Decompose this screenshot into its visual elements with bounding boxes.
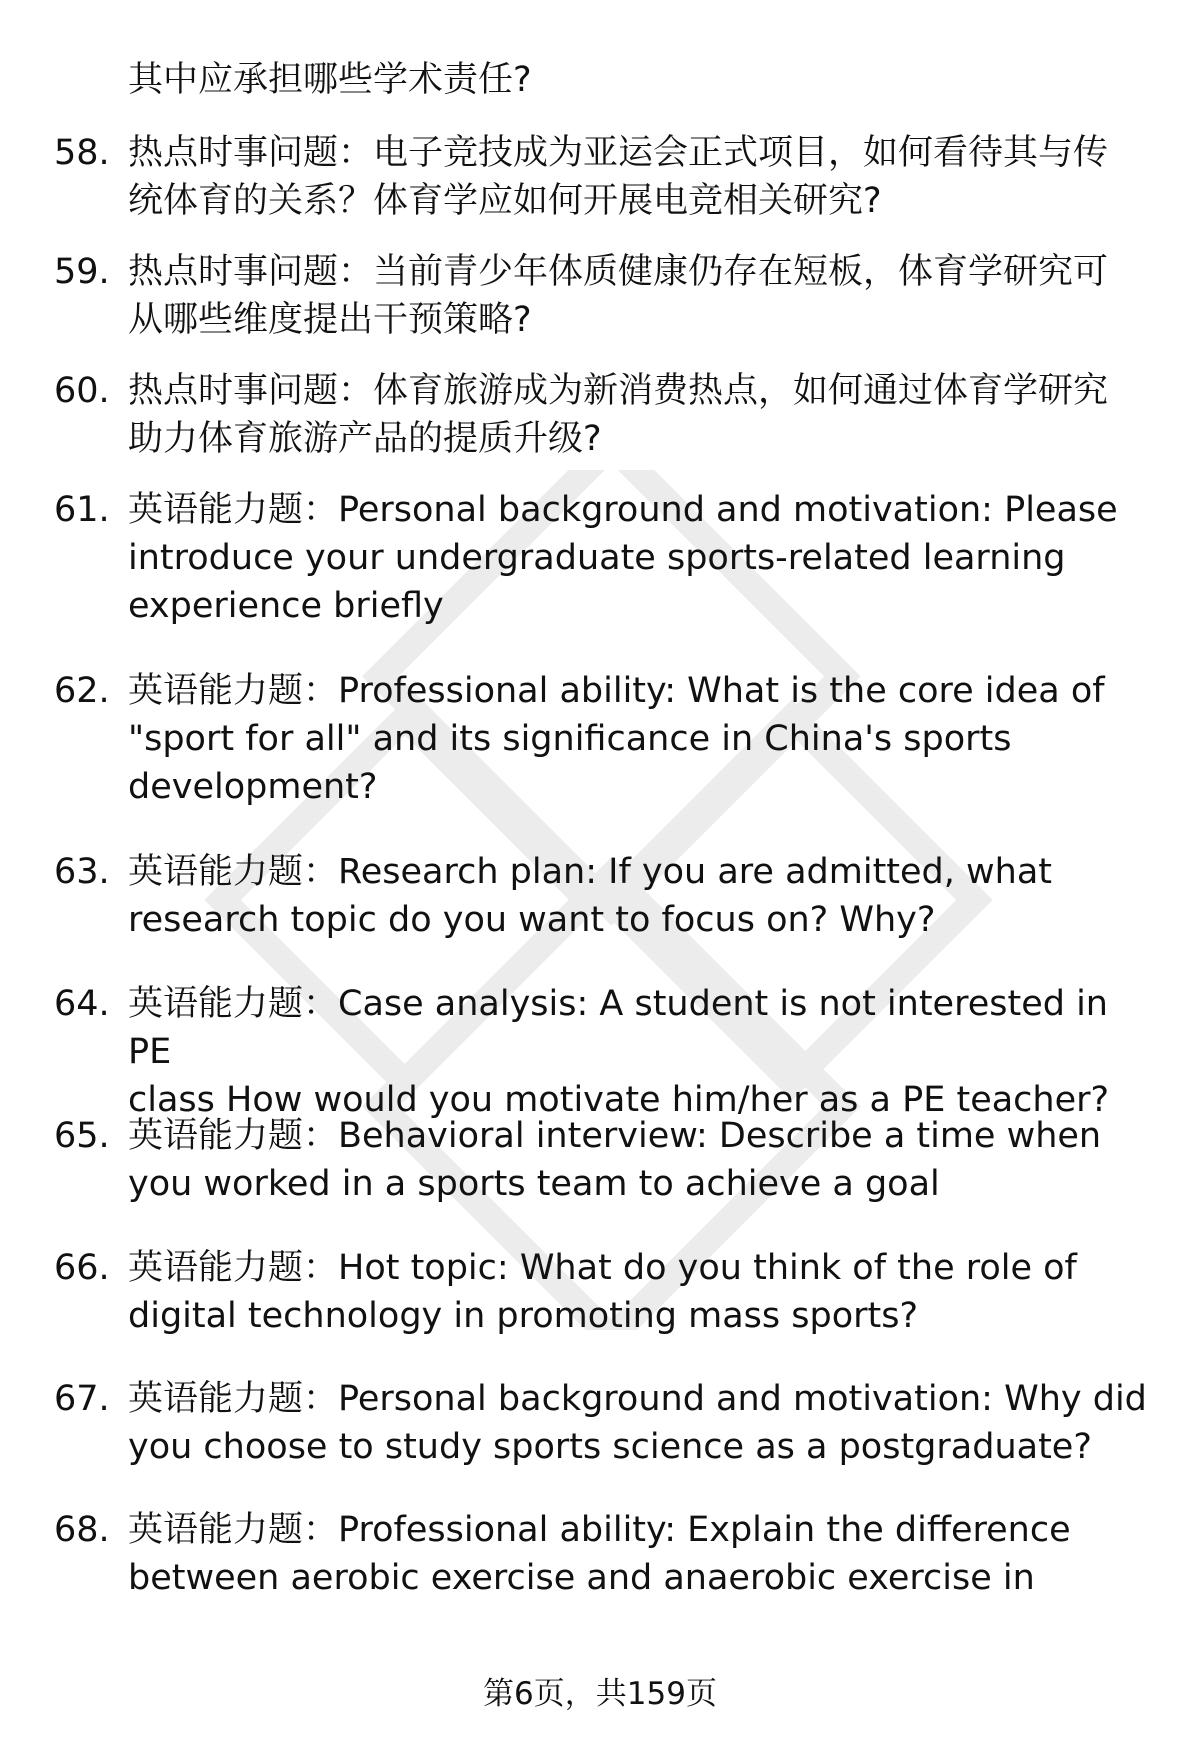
question-number: 59. — [54, 252, 110, 292]
question-number: 62. — [54, 671, 110, 711]
question-text: 英语能力题：Hot topic: What do you think of the role of digital technology in promoting mass sports? — [128, 1248, 1077, 1336]
question-text: 英语能力题：Behavioral interview: Describe a time when you worked in a sports team to achieve a goal — [128, 1116, 1102, 1204]
question-number: 63. — [54, 852, 110, 892]
question-text: 其中应承担哪些学术责任? — [128, 60, 532, 100]
question-text: 英语能力题：Personal background and motivation: Please introduce your undergraduate sports-related learning experience briefly — [128, 490, 1118, 626]
question-text: 英语能力题：Research plan: If you are admitted, what research topic do you want to focus on? Why? — [128, 852, 1052, 940]
question-number: 60. — [54, 371, 110, 411]
question-number: 61. — [54, 490, 110, 530]
question-text: 热点时事问题：电子竞技成为亚运会正式项目，如何看待其与传 统体育的关系？体育学应如何开展电竞相关研究? — [128, 133, 1109, 221]
question-number: 66. — [54, 1248, 110, 1288]
question-text: 热点时事问题：体育旅游成为新消费热点，如何通过体育学研究 助力体育旅游产品的提质升级? — [128, 371, 1109, 459]
question-text: 英语能力题：Personal background and motivation: Why did you choose to study sports science as a postgraduate? — [128, 1379, 1147, 1467]
question-number: 68. — [54, 1510, 110, 1550]
question-number: 65. — [54, 1116, 110, 1156]
page-number: 第6页，共159页 — [483, 1676, 717, 1712]
question-text: 英语能力题：Professional ability: Explain the difference between aerobic exercise and anaerobic exercise in — [128, 1510, 1071, 1598]
question-text: 英语能力题：Case analysis: A student is not interested in PE class How would you motivate him/her as a PE teacher? — [128, 984, 1110, 1120]
question-number: 67. — [54, 1379, 110, 1419]
question-text: 英语能力题：Professional ability: What is the core idea of "sport for all" and its significance in China's sports development? — [128, 671, 1105, 807]
question-text: 热点时事问题：当前青少年体质健康仍存在短板，体育学研究可 从哪些维度提出干预策略? — [128, 252, 1109, 340]
question-number: 58. — [54, 133, 110, 173]
question-number: 64. — [54, 984, 110, 1024]
